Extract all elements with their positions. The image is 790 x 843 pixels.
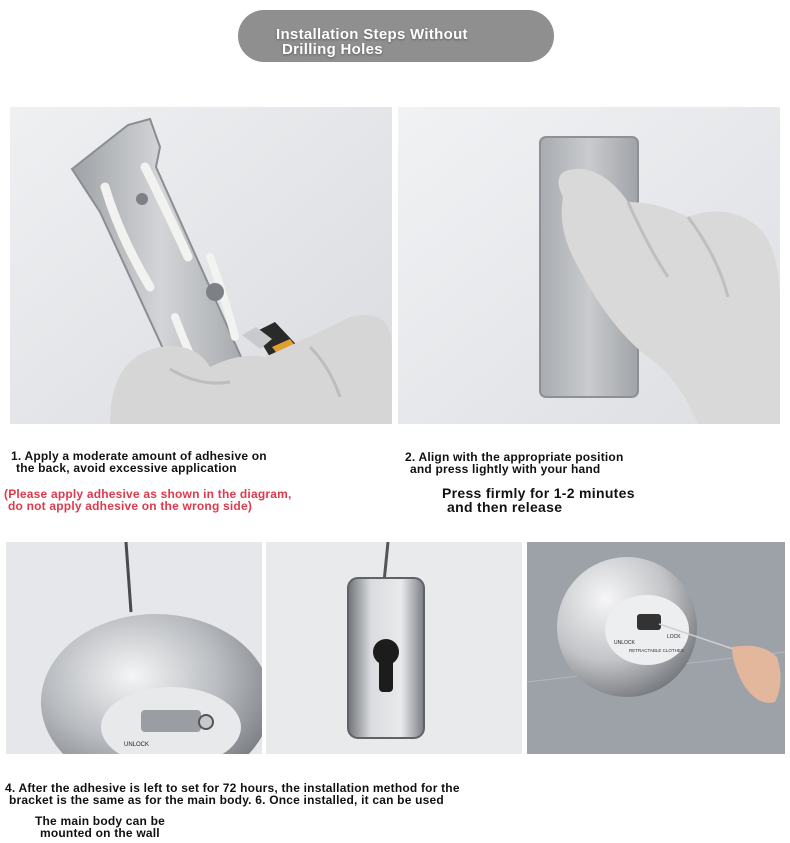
page-title — [276, 27, 468, 57]
photo-press-bracket — [398, 107, 780, 424]
device-sticker-label: RETRACTABLE CLOTHES — [629, 648, 684, 653]
step-4-caption — [5, 782, 460, 806]
step-1-line-2: the back, avoid excessive application — [16, 461, 237, 475]
step-2-caption — [405, 451, 624, 475]
device-unlock-label: UNLOCK — [124, 742, 150, 748]
step-2-line-1: 2. Align with the appropriate position — [405, 450, 624, 464]
mount-line-1: The main body can be — [35, 814, 166, 828]
device-unlock-label-2: UNLOCK — [614, 640, 635, 646]
mount-caption — [35, 815, 165, 839]
step-1-line-1: 1. Apply a moderate amount of adhesive on — [11, 449, 267, 463]
warning-line-2: do not apply adhesive on the wrong side) — [8, 499, 253, 513]
step-4-line-1: 4. After the adhesive is left to set for 72 hours, the installation method for the — [5, 781, 460, 795]
press-line-2: and then release — [447, 499, 563, 515]
photo-apply-adhesive — [10, 107, 392, 424]
title-line-1: Installation Steps Without — [276, 26, 468, 43]
title-line-2: Drilling Holes — [282, 41, 383, 58]
press-caption — [442, 486, 635, 514]
press-line-1: Press firmly for 1-2 minutes — [442, 485, 635, 501]
step-4-line-2: bracket is the same as for the main body. 6. Once installed, it can be used — [9, 793, 444, 807]
step-2-line-2: and press lightly with your hand — [410, 462, 601, 476]
device-lock-label: LOCK — [667, 634, 681, 640]
warning-caption — [4, 488, 292, 512]
warning-line-1: (Please apply adhesive as shown in the diagram, — [4, 487, 292, 501]
step-1-caption — [11, 450, 267, 474]
photo-main-body — [6, 542, 262, 754]
mount-line-2: mounted on the wall — [40, 826, 160, 840]
photo-bracket-wall — [266, 542, 522, 754]
photo-installed — [527, 542, 785, 754]
